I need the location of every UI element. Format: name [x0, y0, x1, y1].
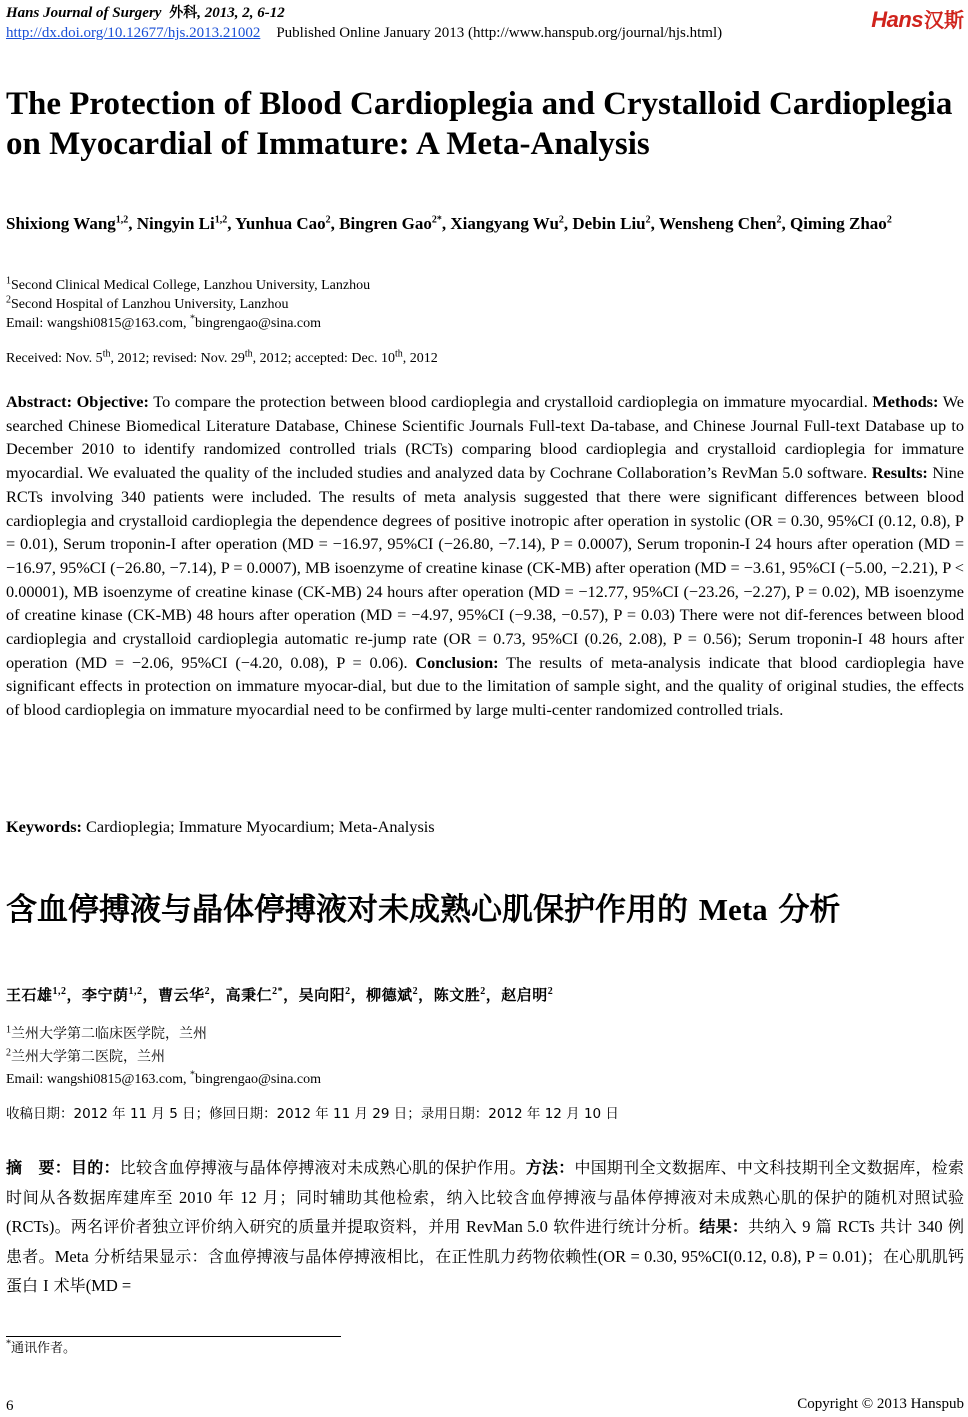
page-number: 6 [6, 1398, 14, 1414]
email-cn [6, 1070, 961, 1089]
objective-text: To compare the protection between blood cardioplegia and crystalloid cardioplegia on immature myocardial. [148, 392, 873, 411]
author [137, 214, 235, 233]
methods-cn-text: 年 [211, 1187, 241, 1207]
author-affiliation: 2 [776, 214, 782, 226]
journal-name: Hans Journal of Surgery [6, 5, 162, 21]
doi-link[interactable]: http://dx.doi.org/10.12677/hjs.2013.21002 [6, 25, 261, 41]
paper-title-en: The Protection of Blood Cardioplegia and Crystalloid Cardioplegia on Myocardial of Immature: A Meta-Analysis [6, 86, 953, 162]
journal-name-cn: 外科 [169, 5, 198, 21]
author-name: 曹云华 [158, 986, 205, 1004]
author-affiliation: 2 [412, 986, 419, 997]
abstract-en [6, 390, 964, 722]
results-cn-troponin: I [43, 1276, 49, 1296]
affiliation-cn-1 [6, 1025, 207, 1044]
author-affiliation: 2 [204, 986, 211, 997]
objective-cn-text: 比较含血停搏液与晶体停搏液对未成熟心肌的保护作用。 [119, 1158, 526, 1177]
email-en [6, 314, 961, 333]
conclusion-text: The results of meta-analysis indicate that blood cardioplegia have significant effects in protection on immature myocar-dial, but due to the limitation of sample sight, and the quality of original studies, the effects of blood cardioplegia on immature myocardial need to be confirmed by large multi-center randomized controlled trials. [6, 652, 964, 720]
author [226, 986, 299, 1004]
abstract-cn-label: 摘 要： [6, 1158, 71, 1177]
methods-label: Methods: [872, 392, 939, 411]
affiliation-mark: 1 [6, 275, 11, 287]
author-affiliation: 1,2 [214, 214, 228, 226]
ordinal-suffix: th [244, 348, 253, 360]
affiliation-mark: 1 [6, 1024, 11, 1036]
accepted-text: , 2012; accepted: Dec. 10 [252, 351, 395, 366]
methods-cn-text: 月；同时辅助其他检索，纳入比较含血停搏液与晶体停搏液对未成熟心肌的保护的随机对照试验 [256, 1187, 964, 1207]
published-online: Published Online January 2013 (http://www.hanspub.org/journal/hjs.html) [276, 25, 723, 41]
author [339, 214, 450, 233]
ordinal-suffix: th [102, 348, 111, 360]
affiliation-text: 兰州大学第二医院，兰州 [11, 1049, 165, 1065]
conclusion-label: Conclusion: [415, 652, 499, 672]
author-name: Bingren Gao [339, 214, 432, 233]
email-corresponding: bingrengao@sina.com [194, 1072, 322, 1087]
logo-hans-text: Hans [871, 7, 923, 32]
author [450, 214, 572, 233]
author-separator: , [227, 214, 236, 233]
footnote-divider [6, 1336, 341, 1337]
author-affiliation: 2 [325, 214, 331, 226]
affiliation-cn-2 [6, 1048, 165, 1067]
ordinal-suffix: th [394, 348, 403, 360]
author-affiliation: 2 [547, 986, 554, 997]
results-cn-text: 共计 [874, 1217, 918, 1237]
results-cn-label: 结果： [699, 1217, 749, 1237]
author-separator: ， [66, 986, 83, 1004]
affiliation-text: Second Hospital of Lanzhou University, Lanzhou [11, 297, 289, 312]
journal-line [6, 4, 966, 22]
keywords-en [6, 816, 435, 838]
author [235, 214, 339, 233]
affiliation-text: Second Clinical Medical College, Lanzhou University, Lanzhou [11, 278, 371, 293]
journal-volume: , 2013, 2, 6-12 [197, 5, 285, 21]
author [790, 214, 892, 233]
author-name: 赵启明 [501, 986, 548, 1004]
results-cn-text: 分析结果显示：含血停搏液与晶体停搏液相比，在正性肌力药物依赖性 [88, 1246, 598, 1266]
received-dates-en [6, 349, 961, 368]
copyright: Copyright © 2013 Hanspub [797, 1396, 964, 1412]
results-text: Nine RCTs involving 340 patients were included. The results of meta analysis suggested that there were significant differences between blood cardioplegia and crystalloid cardioplegia the dependence degrees of positive inotropic after operation in systolic (OR = 0.30, 95%CI (0.12, 0.8), P = 0.01), Serum troponin-I after operation (MD = −16.97, 95%CI (−26.80, −7.14), P = 0.0007), Serum troponin-I 24 hours after operation (MD = −16.97, 95%CI (−26.80, −7.14), P = 0.0007), MB isoenzyme of creatine kinase (CK-MB) after operation (MD = −3.61, 95%CI (−5.00, −2.21), P < 0.00001), MB isoenzyme of creatine kinase (CK-MB) 24 hours after operation (MD = −12.77, 95%CI (−23.26, −2.27), P = 0.02), MB isoenzyme of creatine kinase (CK-MB) 48 hours after operation (MD = −4.97, 95%CI (−9.38, −0.57), P = 0.03) There were not dif-ferences between blood cardioplegia and crystalloid cardioplegia automatic re-jump rate (OR = 0.73, 95%CI (0.26, 2.08), P = 0.56); Serum troponin-I 48 hours after operation (MD = −2.06, 95%CI (−4.20, 0.08), P = 0.06). [6, 463, 965, 672]
author [82, 986, 158, 1004]
author-name: Shixiong Wang [6, 214, 116, 233]
author-name: Wensheng Chen [658, 214, 777, 233]
title-cn-part2: 分析 [767, 892, 841, 928]
author-separator: ， [350, 986, 367, 1004]
objective-label: Objective: [76, 392, 149, 411]
author-list-en [6, 212, 961, 236]
corresponding-mark: * [189, 1069, 195, 1081]
author-name: Qiming Zhao [789, 214, 887, 233]
corresponding-mark: * [189, 313, 195, 325]
footnote-mark: * [6, 1338, 11, 1350]
hanspub-logo [871, 4, 964, 33]
author-affiliation: 2 [645, 214, 651, 226]
author-name: Yunhua Cao [235, 214, 326, 233]
author [6, 214, 137, 233]
title-cn-latin: Meta [698, 892, 768, 927]
author-separator: ， [210, 986, 226, 1004]
author-separator: , [441, 214, 451, 233]
footnote-text: 通讯作者。 [11, 1341, 77, 1356]
methods-text: We searched Chinese Biomedical Literature Database, Chinese Scientific Journals Full-text Da-tabase, and Chinese Journal Full-text Database up to December 2010 to identify randomized controlled trials (RCTs) comparing blood cardioplegia and crystalloid cardioplegia for immature myocardial. We evaluated the quality of the included studies and analyzed data by Cochrane Collaboration’s RevMan 5.0 software. [6, 392, 964, 483]
author-name: 陈文胜 [433, 986, 481, 1004]
author [659, 214, 790, 233]
methods-cn-label: 方法： [525, 1158, 575, 1177]
results-cn-md: (MD = [85, 1276, 132, 1296]
results-label: Results: [871, 463, 928, 483]
revised-text: , 2012; revised: Nov. 29 [110, 351, 245, 366]
results-cn-text: 篇 [810, 1217, 838, 1237]
methods-cn-text: 。两名评价者独立评价纳入研究的质量并提取资料，并用 [54, 1217, 467, 1237]
author-separator: , [330, 214, 340, 233]
author-affiliation: 2 [886, 214, 892, 226]
author-name: 王石雄 [6, 986, 53, 1004]
author-affiliation: 2 [480, 986, 486, 997]
affiliation-en-1 [6, 276, 961, 295]
author-name: 李宁荫 [82, 986, 129, 1004]
abstract-label: Abstract: [6, 392, 73, 411]
author-affiliation: 2* [431, 214, 442, 226]
methods-cn-text: 中国期刊全文数据库、中文科技期刊全文数据库，检索时间从各数据库建库至 [6, 1158, 964, 1207]
author-separator: ， [142, 986, 159, 1004]
results-cn-count: 9 [802, 1217, 811, 1237]
author-list-cn [6, 984, 553, 1006]
author-affiliation: 2 [558, 214, 564, 226]
email-prefix: Email: wangshi0815@163.com, [6, 1072, 190, 1087]
author-name: 吴向阳 [298, 986, 346, 1004]
paper-title-cn [6, 890, 966, 930]
affiliation-mark: 2 [6, 1047, 11, 1059]
author-name: Xiangyang Wu [450, 214, 559, 233]
author [572, 214, 658, 233]
author-affiliation: 2* [272, 986, 284, 997]
author-affiliation: 1,2 [52, 986, 67, 997]
affiliation-mark: 2 [6, 294, 11, 306]
methods-cn-year: 2010 [178, 1187, 212, 1207]
logo-cn-text: 汉斯 [924, 8, 964, 32]
author-separator: ， [485, 986, 502, 1004]
email-corresponding: bingrengao@sina.com [194, 316, 322, 331]
author-affiliation: 1,2 [128, 986, 143, 997]
title-cn-part1: 含血停搏液与晶体停搏液对未成熟心肌保护作用的 [6, 892, 699, 928]
author-separator: ， [283, 986, 299, 1004]
results-cn-text: 例患者。 [6, 1217, 964, 1266]
results-cn-rcts: RCTs [837, 1217, 875, 1237]
author [501, 986, 553, 1004]
author-separator: , [563, 214, 573, 233]
affiliation-text: 兰州大学第二临床医学院，兰州 [11, 1026, 207, 1042]
received-text: Received: Nov. 5 [6, 351, 103, 366]
author [6, 986, 82, 1004]
email-prefix: Email: wangshi0815@163.com, [6, 316, 190, 331]
results-cn-stat: (OR = 0.30, 95%CI(0.12, 0.8), P = 0.01) [597, 1246, 867, 1266]
keywords-text: Cardioplegia; Immature Myocardium; Meta-Analysis [81, 817, 435, 836]
author-separator: , [781, 214, 790, 233]
author-affiliation: 1,2 [115, 214, 129, 226]
methods-cn-month: 12 [240, 1187, 257, 1207]
objective-cn-label: 目的： [70, 1158, 120, 1177]
footnote [6, 1340, 76, 1358]
journal-header [6, 4, 966, 42]
methods-cn-text: 软件进行统计分析。 [547, 1217, 700, 1237]
author-name: 高秉仁 [225, 986, 273, 1004]
results-cn-patients: 340 [917, 1217, 943, 1237]
doi-line [6, 24, 966, 42]
received-dates-cn: 收稿日期：2012 年 11 月 5 日；修回日期：2012 年 11 月 29 日；录用日期：2012 年 12 月 10 日 [6, 1106, 619, 1122]
results-cn-text: 术毕 [48, 1276, 86, 1296]
author-separator: , [650, 214, 659, 233]
author [299, 986, 367, 1004]
year-text: , 2012 [402, 351, 438, 366]
abstract-cn [6, 1153, 964, 1301]
author-name: 柳德斌 [366, 986, 413, 1004]
affiliation-en-2 [6, 295, 961, 314]
author [434, 986, 502, 1004]
results-cn-text: 共纳入 [748, 1217, 803, 1237]
methods-cn-rcts: (RCTs) [6, 1217, 55, 1237]
author-name: Debin Liu [572, 214, 646, 233]
keywords-label: Keywords: [6, 817, 82, 836]
results-cn-meta: Meta [54, 1246, 89, 1266]
author-separator: ， [418, 986, 434, 1004]
author-affiliation: 2 [345, 986, 351, 997]
author [366, 986, 434, 1004]
results-cn-text: ；在心肌肌钙蛋白 [6, 1246, 964, 1296]
author-name: Ningyin Li [136, 214, 215, 233]
methods-cn-revman: RevMan 5.0 [466, 1217, 548, 1237]
author [158, 986, 226, 1004]
paper-page [6, 0, 966, 1417]
author-separator: , [128, 214, 137, 233]
